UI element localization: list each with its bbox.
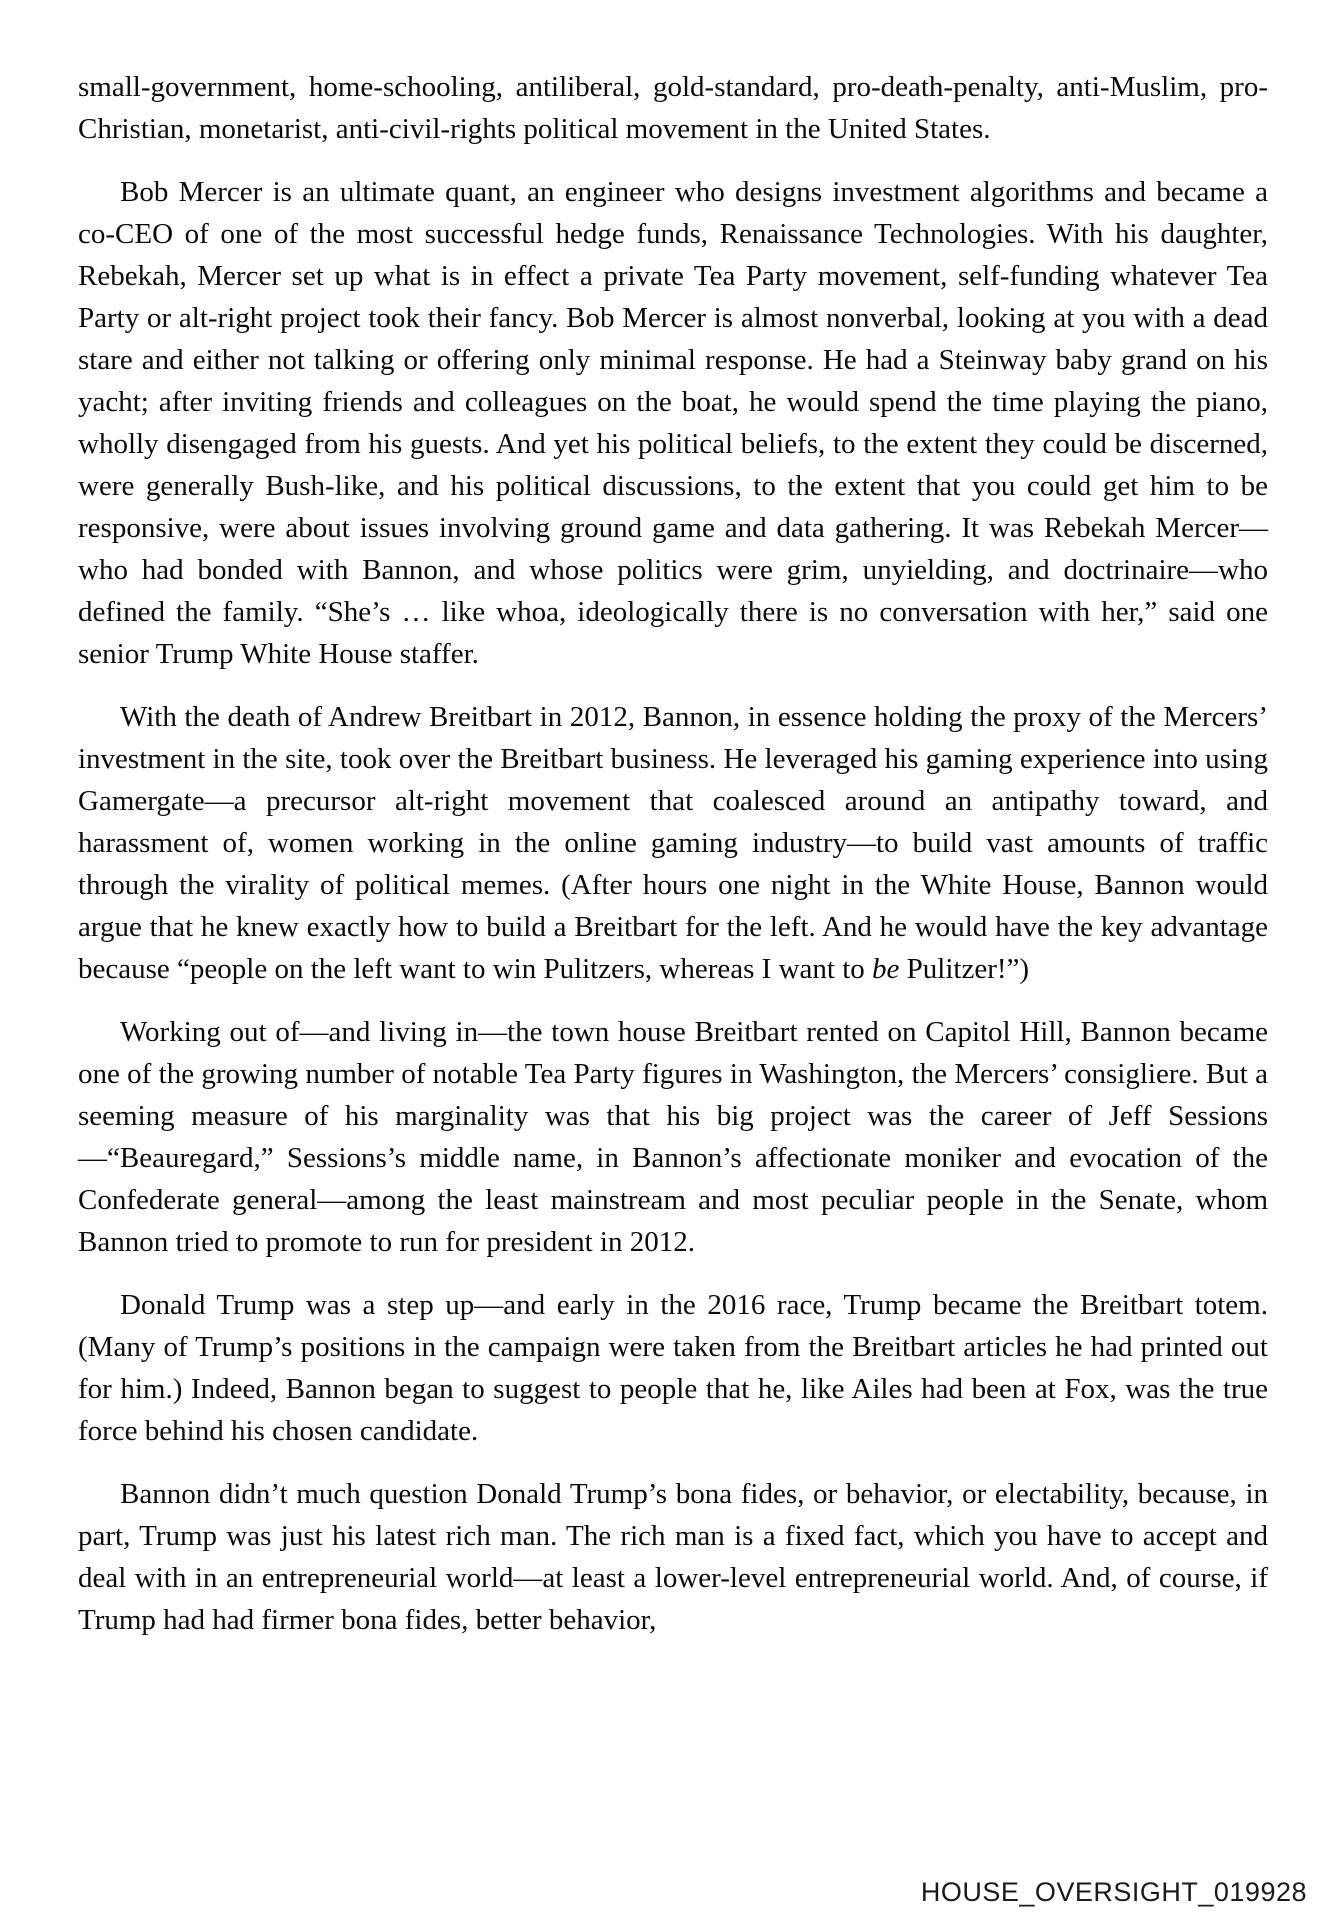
paragraph-bona-fides: Bannon didn’t much question Donald Trump’s bona fides, or behavior, or electability, because, in part, Trump was just his latest rich man. The rich man is a fixed fact, which you have to accept and deal with in an entrepreneurial world—at least a lower-level entrepreneurial world. And, of course, if Trump had had firmer bona fides, better behavior,	[78, 1478, 1268, 1636]
paragraph-text-post: Pulitzer!”)	[899, 953, 1030, 985]
paragraph-continuation: small-government, home-schooling, antiliberal, gold-standard, pro-death-penalty, anti-Muslim, pro-Christian, monetarist, anti-civil-rights political movement in the United States.	[78, 71, 1268, 145]
paragraph-capitol-hill: Working out of—and living in—the town house Breitbart rented on Capitol Hill, Bannon became one of the growing number of notable Tea Party figures in Washington, the Mercers’ consigliere. But a seeming measure of his marginality was that his big project was the career of Jeff Sessions—“Beauregard,” Sessions’s middle name, in Bannon’s affectionate moniker and evocation of the Confederate general—among the least mainstream and most peculiar people in the Senate, whom Bannon tried to promote to run for president in 2012.	[78, 1016, 1268, 1258]
italic-word: be	[872, 953, 900, 985]
body-text	[78, 66, 1268, 1662]
paragraph-donald-trump: Donald Trump was a step up—and early in the 2016 race, Trump became the Breitbart totem. (Many of Trump’s positions in the campaign were taken from the Breitbart articles he had printed out for him.) Indeed, Bannon began to suggest to people that he, like Ailes had been at Fox, was the true force behind his chosen candidate.	[78, 1289, 1268, 1447]
paragraph-breitbart-takeover	[78, 696, 1268, 990]
paragraph-text-pre: With the death of Andrew Breitbart in 2012, Bannon, in essence holding the proxy of the Mercers’ investment in the site, took over the Breitbart business. He leveraged his gaming experience into using Gamergate—a precursor alt-right movement that coalesced around an antipathy toward, and harassment of, women working in the online gaming industry—to build vast amounts of traffic through the virality of political memes. (After hours one night in the White House, Bannon would argue that he knew exactly how to build a Breitbart for the left. And he would have the key advantage because “people on the left want to win Pulitzers, whereas I want to	[78, 701, 1268, 985]
bates-stamp-label: HOUSE_OVERSIGHT_019928	[920, 1877, 1307, 1907]
paragraph-bob-mercer: Bob Mercer is an ultimate quant, an engineer who designs investment algorithms and became a co-CEO of one of the most successful hedge funds, Renaissance Technologies. With his daughter, Rebekah, Mercer set up what is in effect a private Tea Party movement, self-funding whatever Tea Party or alt-right project took their fancy. Bob Mercer is almost nonverbal, looking at you with a dead stare and either not talking or offering only minimal response. He had a Steinway baby grand on his yacht; after inviting friends and colleagues on the boat, he would spend the time playing the piano, wholly disengaged from his guests. And yet his political beliefs, to the extent they could be discerned, were generally Bush-like, and his political discussions, to the extent that you could get him to be responsive, were about issues involving ground game and data gathering. It was Rebekah Mercer—who had bonded with Bannon, and whose politics were grim, unyielding, and doctrinaire—who defined the family. “She’s … like whoa, ideologically there is no conversation with her,” said one senior Trump White House staffer.	[78, 176, 1268, 670]
